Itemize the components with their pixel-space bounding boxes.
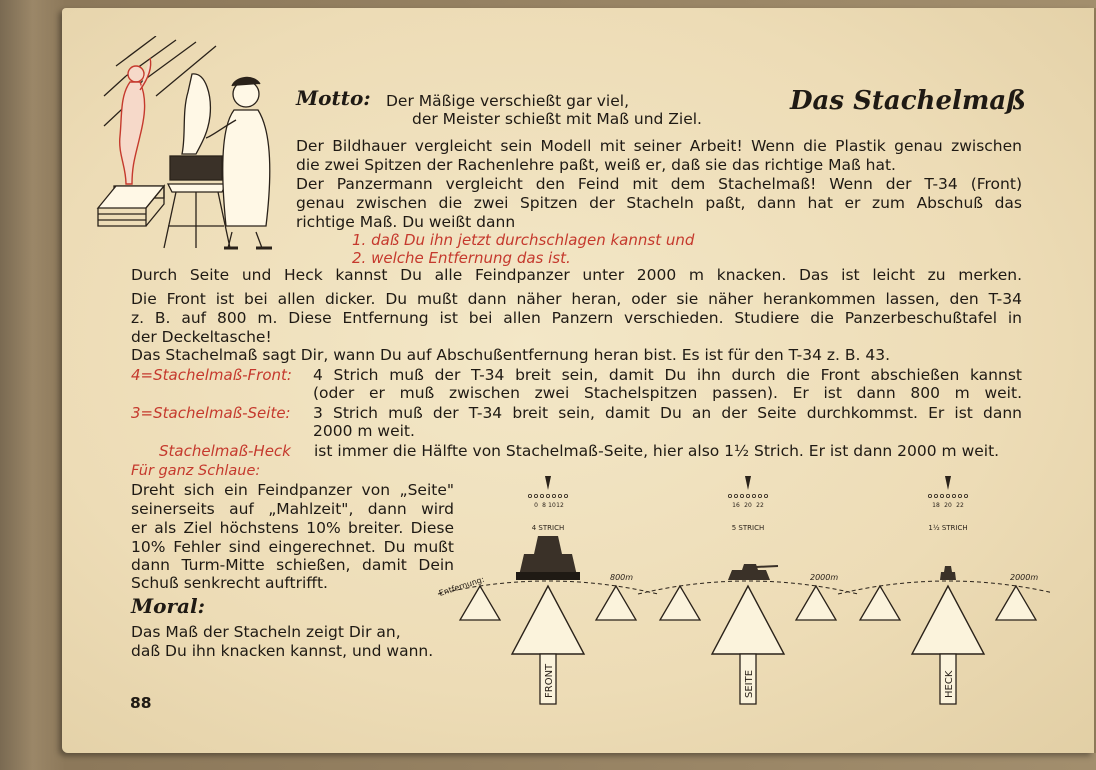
diagram-heck (838, 476, 1050, 704)
rule-label-seite: 3=Stachelmaß-Seite: (131, 404, 291, 422)
right-spike (596, 586, 636, 620)
center-spike (712, 586, 784, 654)
paragraph-2-line: Das Stachelmaß sagt Dir, wann Du auf Abschußentfernung heran bist. Es ist für den T-34 z. B. 43. (131, 346, 891, 364)
scale-dot (728, 494, 731, 497)
right-spike (796, 586, 836, 620)
schlaue-line: seinerseits auf „Mahlzeit", dann wird (131, 500, 454, 518)
paragraph-1-line: die zwei Spitzen der Rachenlehre paßt, weiß er, daß sie das richtige Maß hat. (296, 156, 896, 174)
tank-side-hull (728, 570, 770, 580)
pointer-mark (745, 476, 751, 490)
schlaue-line: er als Ziel höchstens 10% breiter. Diese (131, 519, 454, 537)
scale-dot (958, 494, 961, 497)
pointer-mark (945, 476, 951, 490)
schlaue-line: dann Turm-Mitte schießen, damit Dein (131, 556, 454, 574)
post-label: SEITE (744, 669, 755, 698)
scale-dot (952, 494, 955, 497)
red-list-item: 1. daß Du ihn jetzt durchschlagen kannst und (352, 231, 695, 249)
post-label: HECK (944, 670, 955, 698)
diagram-seite (638, 476, 858, 704)
entfernung-label: Entfernung: (437, 574, 486, 598)
rule-label-front: 4=Stachelmaß-Front: (131, 366, 292, 384)
page-title: Das Stachelmaß (790, 86, 1026, 116)
paragraph-1-line: richtige Maß. Du weißt dann (296, 213, 516, 231)
tank-heck-turret (944, 566, 952, 572)
scale-dot (752, 494, 755, 497)
scale-dot (764, 494, 767, 497)
scale-number: 8 (542, 502, 546, 509)
schlaue-line: 10% Fehler sind eingerechnet. Du mußt (131, 538, 454, 556)
paragraph-2-line: Die Front ist bei allen dicker. Du mußt dann näher heran, oder sie näher herankommen lassen, den T-34 (131, 290, 1022, 308)
moral-line: daß Du ihn knacken kannst, und wann. (131, 642, 434, 660)
schlaue-line: Dreht sich ein Feindpanzer von „Seite" (131, 481, 454, 499)
scale-dot (552, 494, 555, 497)
tank-front-tracks (516, 572, 580, 580)
rule-seite-line: 3 Strich muß der T-34 breit sein, damit Du an der Seite durchkommst. Er ist dann (313, 404, 1022, 422)
scale-dot (558, 494, 561, 497)
left-spike (660, 586, 700, 620)
scale-dot (734, 494, 737, 497)
scale-dot (940, 494, 943, 497)
pointer-mark (545, 476, 551, 490)
left-spike (460, 586, 500, 620)
paragraph-2-line: z. B. auf 800 m. Diese Entfernung ist bei allen Panzern verschieden. Studiere die Panzerbeschußtafel in (131, 309, 1022, 327)
scale-dot (928, 494, 931, 497)
red-list-item: 2. welche Entfernung das ist. (352, 249, 571, 267)
center-spike (512, 586, 584, 654)
rule-heck-line: ist immer die Hälfte von Stachelmaß-Seite, hier also 1½ Strich. Er ist dann 2000 m weit. (314, 442, 1000, 460)
scale-dot (546, 494, 549, 497)
tank-side-turret (742, 564, 758, 570)
scale-dot (746, 494, 749, 497)
distance-label: 2000m (1010, 573, 1039, 582)
tank-front-turret (534, 536, 562, 554)
scale-dot (758, 494, 761, 497)
scale-number: 10 (548, 502, 556, 509)
scale-number: 20 (944, 502, 952, 509)
moral-label: Moral: (131, 594, 205, 618)
strich-label: 5 STRICH (731, 524, 765, 532)
motto-line-1: Der Mäßige verschießt gar viel, (386, 92, 630, 110)
rule-label-heck: Stachelmaß-Heck (159, 442, 291, 460)
scale-number: 16 (732, 502, 740, 509)
post-label: FRONT (544, 663, 555, 698)
sculptor-illustration (96, 36, 286, 258)
rule-seite-line: 2000 m weit. (313, 422, 415, 440)
right-spike (996, 586, 1036, 620)
rule-front-line: (oder er muß zwischen zwei Stachelspitzen passen). Er ist dann 800 m weit. (313, 384, 1022, 402)
paragraph-1-line: genau zwischen die zwei Spitzen der Stacheln paßt, dann hat er zum Abschuß das (296, 194, 1022, 212)
scale-number: 20 (744, 502, 752, 509)
tank-heck-hull (940, 572, 956, 580)
motto-line-2: der Meister schießt mit Maß und Ziel. (412, 110, 702, 128)
scale-dot (946, 494, 949, 497)
paragraph-1-line: Der Bildhauer vergleicht sein Modell mit seiner Arbeit! Wenn die Plastik genau zwischen (296, 137, 1022, 155)
scale-dot (740, 494, 743, 497)
paragraph-2-line: Durch Seite und Heck kannst Du alle Feindpanzer unter 2000 m knacken. Das ist leicht zu merken. (131, 266, 1022, 284)
schlaue-line: Schuß senkrecht auftrifft. (131, 574, 328, 592)
strich-label: 4 STRICH (531, 524, 565, 532)
rule-front-line: 4 Strich muß der T-34 breit sein, damit Du ihn durch die Front abschießen kannst (313, 366, 1022, 384)
scale-number: 0 (534, 502, 538, 509)
scale-number: 22 (956, 502, 964, 509)
scale-dot (540, 494, 543, 497)
page-number: 88 (130, 694, 152, 712)
scale-number: 22 (756, 502, 764, 509)
scale-number: 12 (556, 502, 564, 509)
scale-dot (528, 494, 531, 497)
scale-number: 18 (932, 502, 940, 509)
scale-dot (564, 494, 567, 497)
schlaue-label: Für ganz Schlaue: (131, 463, 261, 479)
scale-dot (964, 494, 967, 497)
paragraph-1-line: Der Panzermann vergleicht den Feind mit dem Stachelmaß! Wenn der T-34 (Front) (296, 175, 1022, 193)
distance-label: 800m (610, 573, 634, 582)
left-spike (860, 586, 900, 620)
scale-dot (934, 494, 937, 497)
moral-line: Das Maß der Stacheln zeigt Dir an, (131, 623, 401, 641)
paragraph-2-line: der Deckeltasche! (131, 328, 272, 346)
center-spike (912, 586, 984, 654)
stachelmass-diagrams (430, 468, 1050, 708)
scale-dot (534, 494, 537, 497)
diagram-front (438, 476, 658, 704)
distance-label: 2000m (810, 573, 839, 582)
motto-label: Motto: (296, 86, 371, 110)
strich-label: 1½ STRICH (928, 524, 968, 532)
tank-side-gun (756, 566, 778, 567)
